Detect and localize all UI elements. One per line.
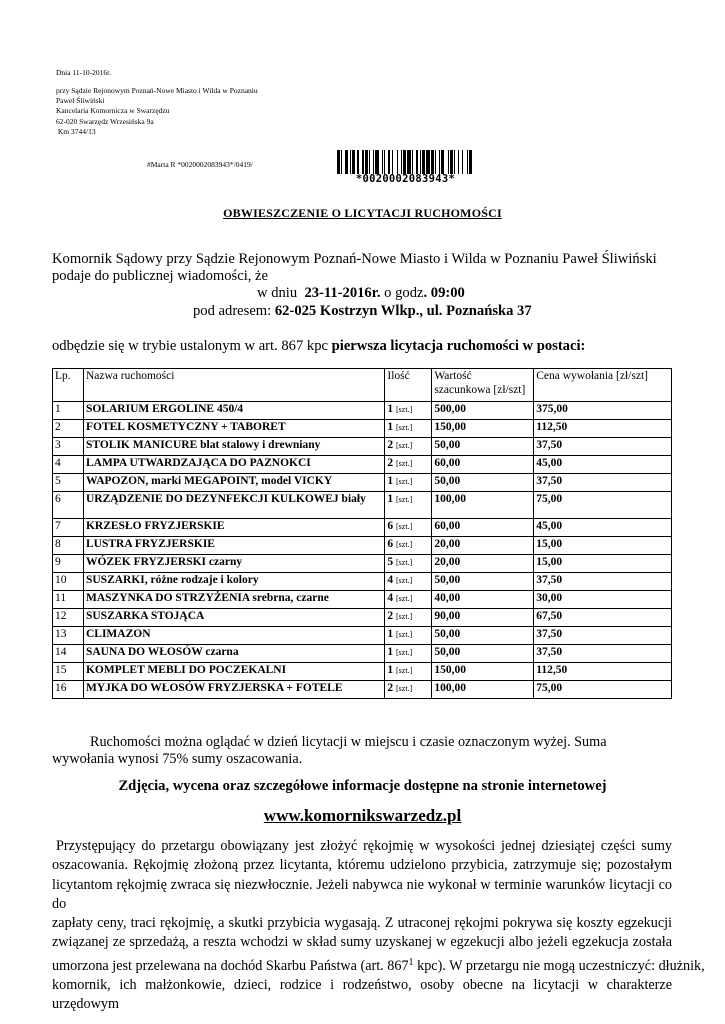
table-row [53, 591, 672, 609]
qty-value: 1 [387, 421, 394, 433]
qty-unit: [szt.] [396, 477, 413, 486]
terms-line-5: związanej ze sprzedażą, a reszta wchodzi w skład sumy uzyskanej w egzekucji albo jeżeli egzekucja została [52, 934, 672, 951]
photos-note: Zdjęcia, wycena oraz szczegółowe informacje dostępne na stronie internetowej [118, 778, 607, 794]
header-price: Cena wywołania [zł/szt] [534, 369, 672, 402]
cell-price: 15,00 [534, 555, 672, 573]
cell-lp: 2 [53, 420, 84, 438]
table-row [53, 645, 672, 663]
table-row [53, 519, 672, 537]
qty-unit: [szt.] [396, 495, 413, 504]
cell-lp: 15 [53, 663, 84, 681]
barcode-bars [337, 150, 474, 174]
barcode-bar [472, 150, 473, 174]
cell-name: LAMPA UTWARDZAJĄCA DO PAZNOKCI [83, 456, 384, 474]
cell-price: 112,50 [534, 663, 672, 681]
intro-line-1: Komornik Sądowy przy Sądzie Rejonowym Poznań-Nowe Miasto i Wilda w Poznaniu Paweł Śliwiński [52, 251, 657, 267]
cell-price: 112,50 [534, 420, 672, 438]
qty-unit: [szt.] [396, 630, 413, 639]
cell-value: 20,00 [432, 537, 534, 555]
cell-value: 500,00 [432, 402, 534, 420]
cell-name: FOTEL KOSMETYCZNY + TABORET [83, 420, 384, 438]
header-qty: Ilość [385, 369, 432, 402]
table-row [53, 627, 672, 645]
cell-qty [385, 645, 432, 663]
cell-lp: 7 [53, 519, 84, 537]
terms-line-3: licytantom rękojmię zwraca się niezwłocznie. Jeżeli nabywca nie wykonał w terminie warunków licytacji co do [52, 876, 672, 912]
viewing-line-2: wywołania wynosi 75% sumy oszacowania. [52, 751, 303, 767]
qty-unit: [szt.] [396, 540, 413, 549]
table-row [53, 609, 672, 627]
cell-value: 50,00 [432, 627, 534, 645]
cell-value: 50,00 [432, 474, 534, 492]
office-name: Kancelaria Komornicza w Swarzędzu [56, 106, 170, 116]
qty-value: 5 [387, 556, 394, 568]
table-header-row [53, 369, 672, 402]
cell-price: 30,00 [534, 591, 672, 609]
auction-address: 62-025 Kostrzyn Wlkp., ul. Poznańska 37 [274, 303, 532, 319]
cell-lp: 9 [53, 555, 84, 573]
header-value-line1: Wartość [434, 370, 472, 382]
cell-value: 40,00 [432, 591, 534, 609]
cell-qty [385, 573, 432, 591]
qty-unit: [szt.] [396, 576, 413, 585]
time-prefix: o godz [380, 285, 424, 301]
cell-qty [385, 402, 432, 420]
cell-lp: 8 [53, 537, 84, 555]
cell-qty [385, 537, 432, 555]
cell-value: 150,00 [432, 663, 534, 681]
cell-name: SOLARIUM ERGOLINE 450/4 [83, 402, 384, 420]
office-address: 62-020 Swarzędz Wrzesińska 9a [56, 116, 154, 126]
cell-lp: 12 [53, 609, 84, 627]
cell-value: 50,00 [432, 438, 534, 456]
cell-price: 375,00 [534, 402, 672, 420]
qty-unit: [szt.] [396, 594, 413, 603]
address-prefix: pod adresem: [193, 303, 275, 319]
cell-value: 50,00 [432, 645, 534, 663]
cell-value: 20,00 [432, 555, 534, 573]
cell-qty [385, 519, 432, 537]
cell-lp: 5 [53, 474, 84, 492]
cell-lp: 1 [53, 402, 84, 420]
cell-price: 37,50 [534, 474, 672, 492]
qty-unit: [szt.] [396, 423, 413, 432]
cell-lp: 6 [53, 492, 84, 519]
table-row [53, 555, 672, 573]
cell-qty [385, 609, 432, 627]
intro-line-2: podaje do publicznej wiadomości, że [52, 268, 268, 284]
table-row [53, 573, 672, 591]
cell-qty [385, 663, 432, 681]
qty-unit: [szt.] [396, 459, 413, 468]
auction-date-line [257, 284, 465, 303]
sender-block [56, 86, 258, 137]
auction-mode: pierwsza licytacja ruchomości w postaci: [331, 338, 586, 354]
qty-unit: [szt.] [396, 666, 413, 675]
cell-lp: 16 [53, 681, 84, 699]
table-row [53, 456, 672, 474]
cell-lp: 10 [53, 573, 84, 591]
article-superscript: 1 [408, 956, 414, 968]
cell-qty [385, 591, 432, 609]
cell-name: SAUNA DO WŁOSÓW czarna [83, 645, 384, 663]
cell-name: CLIMAZON [83, 627, 384, 645]
auction-address-line [193, 302, 532, 321]
cell-qty [385, 456, 432, 474]
qty-unit: [szt.] [396, 558, 413, 567]
header-lp: Lp. [53, 369, 84, 402]
mode-prefix: odbędzie się w trybie ustalonym w art. 867 kpc [52, 338, 332, 354]
cell-name: LUSTRA FRYZJERSKIE [83, 537, 384, 555]
cell-price: 37,50 [534, 645, 672, 663]
terms-line-1: Przystępujący do przetargu obowiązany jest złożyć rękojmię w wysokości jednej dziesiątej części sumy [56, 838, 672, 854]
table-row [53, 537, 672, 555]
cell-qty [385, 492, 432, 519]
table-row [53, 402, 672, 420]
cell-qty [385, 474, 432, 492]
qty-unit: [szt.] [396, 405, 413, 414]
court-name: przy Sądzie Rejonowym Poznań-Nowe Miasto i Wilda w Poznaniu [56, 86, 258, 95]
cell-value: 60,00 [432, 456, 534, 474]
terms-line-6a: umorzona jest przelewana na dochód Skarbu Państwa (art. 867 [52, 957, 409, 974]
terms-line-6 [52, 953, 705, 976]
qty-value: 6 [387, 538, 394, 550]
cell-value: 50,00 [432, 573, 534, 591]
viewing-line-1: Ruchomości można oglądać w dzień licytacji w miejscu i czasie oznaczonym wyżej. Suma [90, 734, 607, 750]
qty-unit: [szt.] [396, 648, 413, 657]
cell-value: 150,00 [432, 420, 534, 438]
qty-unit: [szt.] [396, 684, 413, 693]
terms-line-7: komornik, ich małżonkowie, dzieci, rodzice i rodzeństwo, osoby obecne na licytacji w charakterze urzędowym [52, 977, 672, 1013]
qty-unit: [szt.] [396, 441, 413, 450]
document-date: Dnia 11-10-2016r. [56, 68, 112, 77]
cell-name: MYJKA DO WŁOSÓW FRYZJERSKA + FOTELE [83, 681, 384, 699]
header-name: Nazwa ruchomości [83, 369, 384, 402]
qty-value: 2 [387, 682, 394, 694]
cell-name: SUSZARKA STOJĄCA [83, 609, 384, 627]
terms-line-6b: kpc). W przetargu nie mogą uczestniczyć: dłużnik, [413, 957, 705, 974]
cell-price: 15,00 [534, 537, 672, 555]
cell-name: SUSZARKI, różne rodzaje i kolory [83, 573, 384, 591]
cell-lp: 3 [53, 438, 84, 456]
document-title: OBWIESZCZENIE O LICYTACJI RUCHOMOŚCI [223, 206, 502, 220]
auction-date: 23-11-2016r. [304, 285, 381, 301]
qty-value: 2 [387, 439, 394, 451]
cell-value: 100,00 [432, 492, 534, 519]
cell-lp: 4 [53, 456, 84, 474]
website-link[interactable]: www.komornikswarzedz.pl [263, 806, 462, 825]
cell-lp: 13 [53, 627, 84, 645]
qty-value: 4 [387, 592, 394, 604]
qty-unit: [szt.] [396, 522, 413, 531]
terms-line-2: oszacowania. Rękojmię złożoną przez licytanta, któremu udzielono przybicia, zatrzymuje się; pozostałym [52, 857, 672, 874]
cell-name: URZĄDZENIE DO DEZYNFEKCJI KULKOWEJ biały [83, 492, 384, 519]
qty-value: 1 [387, 475, 394, 487]
header-value [432, 369, 534, 402]
cell-qty [385, 438, 432, 456]
cell-price: 75,00 [534, 681, 672, 699]
cell-price: 45,00 [534, 519, 672, 537]
header-value-line2: szacunkowa [zł/szt] [434, 384, 526, 396]
cell-name: WÓZEK FRYZJERSKI czarny [83, 555, 384, 573]
cell-price: 37,50 [534, 627, 672, 645]
table-row [53, 420, 672, 438]
qty-value: 4 [387, 574, 394, 586]
qty-value: 2 [387, 457, 394, 469]
cell-value: 60,00 [432, 519, 534, 537]
cell-qty [385, 627, 432, 645]
cell-lp: 14 [53, 645, 84, 663]
cell-value: 100,00 [432, 681, 534, 699]
auction-mode-line [52, 337, 585, 356]
case-number: Km 3744/13 [56, 126, 96, 136]
cell-price: 37,50 [534, 573, 672, 591]
table-row [53, 663, 672, 681]
cell-price: 37,50 [534, 438, 672, 456]
qty-value: 6 [387, 520, 394, 532]
qty-value: 1 [387, 493, 394, 505]
cell-value: 90,00 [432, 609, 534, 627]
qty-value: 1 [387, 646, 394, 658]
auction-time: . 09:00 [423, 285, 465, 301]
qty-value: 1 [387, 628, 394, 640]
date-prefix: w dniu [257, 285, 305, 301]
table-row [53, 474, 672, 492]
items-table [52, 368, 672, 699]
cell-qty [385, 555, 432, 573]
cell-lp: 11 [53, 591, 84, 609]
qty-value: 1 [387, 403, 394, 415]
barcode [337, 150, 474, 184]
cell-name: KRZESŁO FRYZJERSKIE [83, 519, 384, 537]
cell-name: WAPOZON, marki MEGAPOINT, model VICKY [83, 474, 384, 492]
cell-qty [385, 681, 432, 699]
terms-line-4: zapłaty ceny, traci rękojmię, a skutki przybicia wygasają. Z utraconej rękojmi pokrywa się koszty egzekucji [52, 915, 672, 932]
barcode-text: *0020002083943* [355, 173, 456, 185]
qty-value: 1 [387, 664, 394, 676]
cell-name: STOLIK MANICURE blat stalowy i drewniany [83, 438, 384, 456]
table-row [53, 492, 672, 519]
cell-price: 67,50 [534, 609, 672, 627]
cell-name: MASZYNKA DO STRZYŻENIA srebrna, czarne [83, 591, 384, 609]
cell-price: 45,00 [534, 456, 672, 474]
qty-unit: [szt.] [396, 612, 413, 621]
cell-name: KOMPLET MEBLI DO POCZEKALNI [83, 663, 384, 681]
qty-value: 2 [387, 610, 394, 622]
cell-qty [385, 420, 432, 438]
reference-number: #Marta R *0020002083943*/0419/ [147, 160, 253, 169]
table-row [53, 681, 672, 699]
cell-price: 75,00 [534, 492, 672, 519]
table-row [53, 438, 672, 456]
terms-paragraph [52, 837, 705, 1015]
bailiff-name: Paweł Śliwiński [56, 96, 105, 106]
